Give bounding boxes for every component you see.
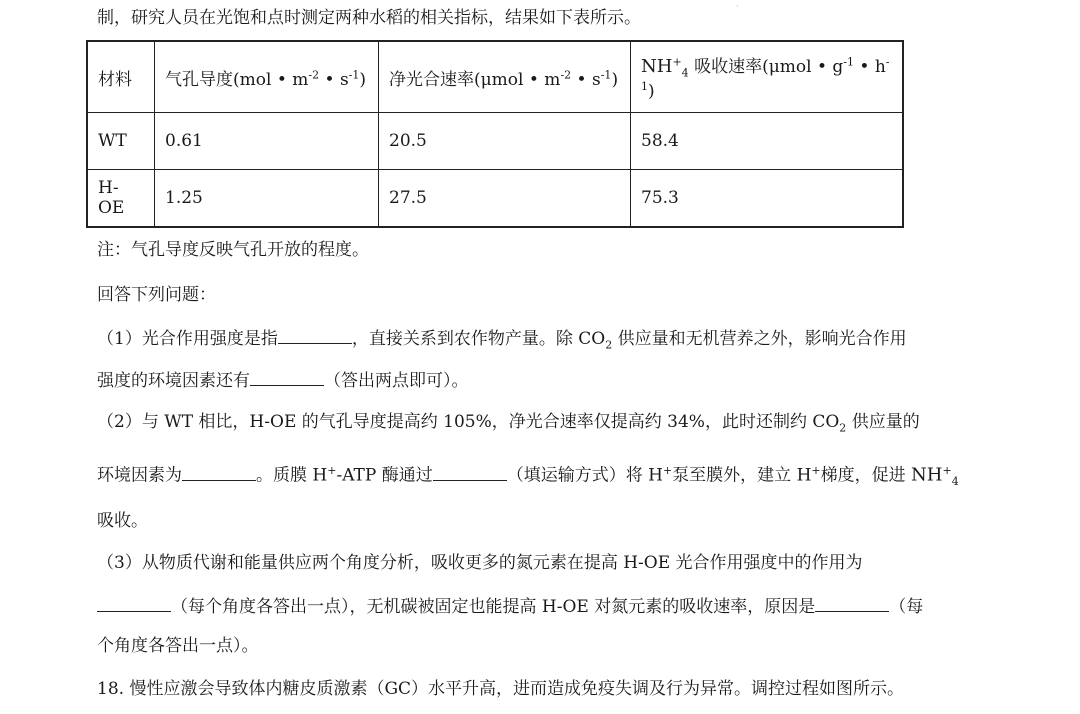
header-photosynthesis: 净光合速率(μmol • $m^{-2}$ • $s^{-1}$) <box>379 41 631 113</box>
header-material: 材料 <box>87 41 155 113</box>
question-3-line-2: （每个角度各答出一点），无机碳被固定也能提高 H-OE 对氮元素的吸收速率，原因是 （每 <box>97 593 923 619</box>
question-2-line-2: 环境因素为 。质膜 H+-ATP 酶通过 （填运输方式）将 H+泵至膜外，建立 H+梯度，促进 $NH^+_4$ <box>97 459 959 494</box>
answer-blank[interactable] <box>433 462 507 481</box>
cell-nh4: 58.4 <box>631 113 904 170</box>
question-3-line-1: （3）从物质代谢和能量供应两个角度分析，吸收更多的氮元素在提高 H-OE 光合作用强度中的作用为 <box>97 553 863 573</box>
data-table <box>86 40 904 228</box>
table-row <box>87 170 903 228</box>
question-2-line-1: （2）与 WT 相比，H-OE 的气孔导度提高约 105%，净光合速率仅提高约 34%，此时还制约 $CO_2$ 供应量的 <box>97 412 920 435</box>
table-row <box>87 113 903 170</box>
answer-blank[interactable] <box>278 325 352 344</box>
cell-material: H-OE <box>87 170 155 228</box>
question-1-line-2: 强度的环境因素还有 （答出两点即可）。 <box>97 367 469 393</box>
question-3-line-3: 个角度各答出一点）。 <box>97 636 259 656</box>
question-18: 18. 慢性应激会导致体内糖皮质激素（GC）水平升高，进而造成免疫失调及行为异常。调控过程如图所示。 <box>97 679 905 699</box>
answer-blank[interactable] <box>250 367 324 386</box>
cell-stomatal: 1.25 <box>155 170 379 228</box>
cell-photosynthesis: 27.5 <box>379 170 631 228</box>
answer-prompt: 回答下列问题： <box>97 285 216 305</box>
question-2-line-3: 吸收。 <box>97 511 148 531</box>
cell-material: WT <box>87 113 155 170</box>
table-note: 注：气孔导度反映气孔开放的程度。 <box>97 240 369 260</box>
header-stomatal: 气孔导度(mol • $m^{-2}$ • $s^{-1}$) <box>155 41 379 113</box>
header-nh4-uptake: $NH^+_4$ 吸收速率(μmol • $g^{-1}$ • $h^{-1}$) <box>631 41 904 113</box>
speck: · <box>736 2 739 11</box>
answer-blank[interactable] <box>182 462 256 481</box>
answer-blank[interactable] <box>97 593 171 612</box>
intro-text: 制，研究人员在光饱和点时测定两种水稻的相关指标，结果如下表所示。 <box>97 8 641 28</box>
cell-photosynthesis: 20.5 <box>379 113 631 170</box>
question-1-line-1: （1）光合作用强度是指 ，直接关系到农作物产量。除 $CO_2$ 供应量和无机营养之外，影响光合作用 <box>97 325 907 357</box>
table-header-row <box>87 41 903 113</box>
cell-stomatal: 0.61 <box>155 113 379 170</box>
cell-nh4: 75.3 <box>631 170 904 228</box>
answer-blank[interactable] <box>815 593 889 612</box>
